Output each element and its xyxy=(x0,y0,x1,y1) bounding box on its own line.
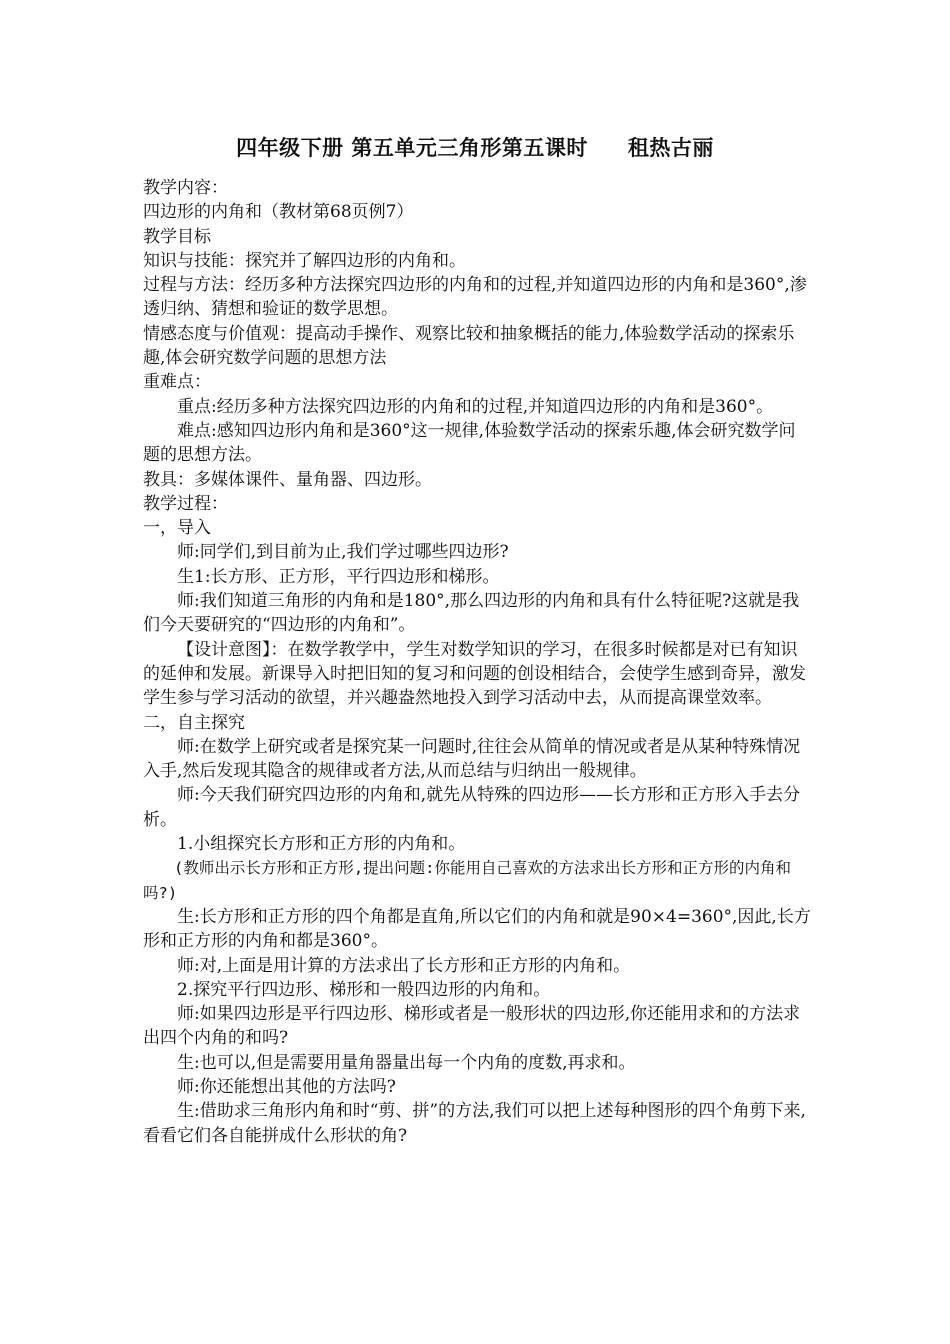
title-author: 租热古丽 xyxy=(627,135,714,160)
document-body xyxy=(143,176,811,1148)
paragraph: 师:你还能想出其他的方法吗? xyxy=(177,1076,396,1097)
heading-key-points: 重难点： xyxy=(143,372,211,393)
section-heading: 一，导入 xyxy=(143,518,211,539)
paragraph: 2.探究平行四边形、梯形和一般四边形的内角和。 xyxy=(177,979,551,1000)
paragraph: 四边形的内角和（教材第68页例7） xyxy=(143,202,414,223)
title-main: 四年级下册 第五单元三角形第五课时 xyxy=(236,135,588,160)
section-heading: 二，自主探究 xyxy=(143,712,245,733)
heading-teaching-process: 教学过程： xyxy=(143,493,228,514)
paragraph: 1.小组探究长方形和正方形的内角和。 xyxy=(177,834,466,855)
paragraph: 生:也可以,但是需要用量角器量出每一个内角的度数,再求和。 xyxy=(177,1052,636,1073)
paragraph: 师:在数学上研究或者是探究某一问题时,往往会从简单的情况或者是从某种特殊情况入手,然后发现其隐含的规律或者方法,从而总结与归纳出一般规律。 xyxy=(143,736,801,782)
paragraph: 生1:长方形、正方形，平行四边形和梯形。 xyxy=(177,566,500,587)
paragraph: 情感态度与价值观：提高动手操作、观察比较和抽象概括的能力,体验数学活动的探索乐趣,体会研究数学问题的思想方法 xyxy=(143,323,795,369)
paragraph: 重点:经历多种方法探究四边形的内角和的过程,并知道四边形的内角和是360°。 xyxy=(177,396,774,417)
teacher-note: (教师出示长方形和正方形,提出问题:你能用自己喜欢的方法求出长方形和正方形的内角和吗?) xyxy=(143,859,791,902)
paragraph: 师:今天我们研究四边形的内角和,就先从特殊的四边形——长方形和正方形入手去分析。 xyxy=(143,785,801,830)
paragraph: 教具：多媒体课件、量角器、四边形。 xyxy=(143,469,432,490)
paragraph: 生:借助求三角形内角和时“剪、拼”的方法,我们可以把上述每种图形的四个角剪下来,看看它们各自能拼成什么形状的角? xyxy=(143,1101,806,1146)
paragraph: 难点:感知四边形内角和是360°这一规律,体验数学活动的探索乐趣,体会研究数学问题的思想方法。 xyxy=(143,420,796,466)
document-title xyxy=(0,132,950,162)
paragraph: 师:对,上面是用计算的方法求出了长方形和正方形的内角和。 xyxy=(177,955,631,976)
heading-teaching-goals: 教学目标 xyxy=(143,226,211,247)
paragraph: 生:长方形和正方形的四个角都是直角,所以它们的内角和就是90×4=360°,因此,长方形和正方形的内角和都是360°。 xyxy=(143,906,811,952)
paragraph: 知识与技能：探究并了解四边形的内角和。 xyxy=(143,250,466,271)
heading-teaching-content: 教学内容： xyxy=(143,178,228,198)
paragraph: 师:同学们,到目前为止,我们学过哪些四边形? xyxy=(177,542,509,563)
paragraph: 师:如果四边形是平行四边形、梯形或者是一般形状的四边形,你还能用求和的方法求出四个内角的和吗? xyxy=(143,1004,801,1049)
paragraph: 师:我们知道三角形的内角和是180°,那么四边形的内角和具有什么特征呢?这就是我们今天要研究的“四边形的内角和”。 xyxy=(143,591,800,636)
design-intent-paragraph: 【设计意图】：在数学教学中，学生对数学知识的学习，在很多时候都是对已有知识的延伸和发展。新课导入时把旧知的复习和问题的创设相结合，会使学生感到奇异，激发学生参与学习活动的欲望，并兴趣盎然地投入到学习活动中去，从而提高课堂效率。 xyxy=(143,639,806,709)
paragraph: 过程与方法：经历多种方法探究四边形的内角和的过程,并知道四边形的内角和是360°,渗透归纳、猜想和验证的数学思想。 xyxy=(143,275,807,320)
